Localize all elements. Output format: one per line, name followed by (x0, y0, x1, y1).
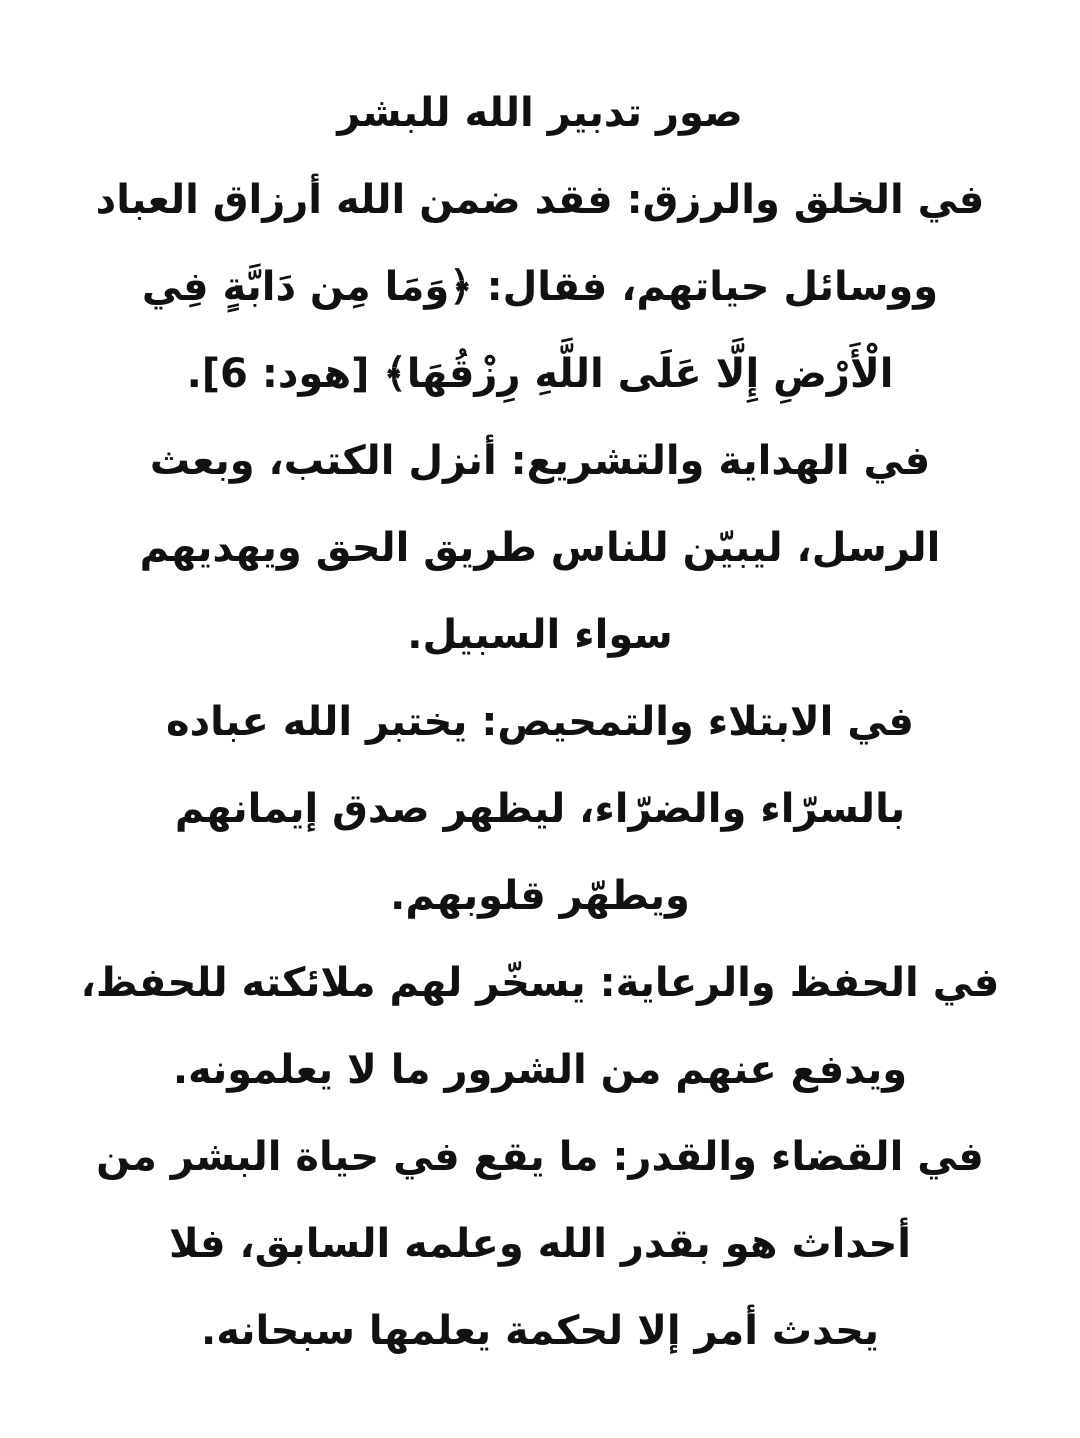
text-line: الْأَرْضِ إِلَّا عَلَى اللَّهِ رِزْقُهَا﴾ [هود: 6]. (186, 351, 894, 397)
text-line: في الحفظ والرعاية: يسخّر لهم ملائكته للحفظ، (80, 960, 1000, 1006)
text-line: أحداث هو بقدر الله وعلمه السابق، فلا (168, 1221, 912, 1267)
text-line: ويطهّر قلوبهم. (390, 873, 690, 919)
text-line: في الابتلاء والتمحيص: يختبر الله عباده (166, 699, 914, 745)
text-line: في الهداية والتشريع: أنزل الكتب، وبعث (149, 438, 931, 484)
text-line: الرسل، ليبيّن للناس طريق الحق ويهديهم (139, 525, 941, 571)
text-line: في القضاء والقدر: ما يقع في حياة البشر من (96, 1134, 984, 1180)
document-page (0, 70, 1080, 1375)
text-line: بالسرّاء والضرّاء، ليظهر صدق إيمانهم (174, 786, 906, 832)
text-line: يحدث أمر إلا لحكمة يعلمها سبحانه. (201, 1308, 879, 1354)
text-line: ويدفع عنهم من الشرور ما لا يعلمونه. (172, 1047, 908, 1093)
text-line: ووسائل حياتهم، فقال: ﴿وَمَا مِن دَابَّةٍ فِي (141, 264, 939, 310)
text-line: سواء السبيل. (407, 612, 673, 658)
text-line: في الخلق والرزق: فقد ضمن الله أرزاق العباد (95, 177, 985, 223)
document-title: صور تدبير الله للبشر (337, 90, 743, 136)
